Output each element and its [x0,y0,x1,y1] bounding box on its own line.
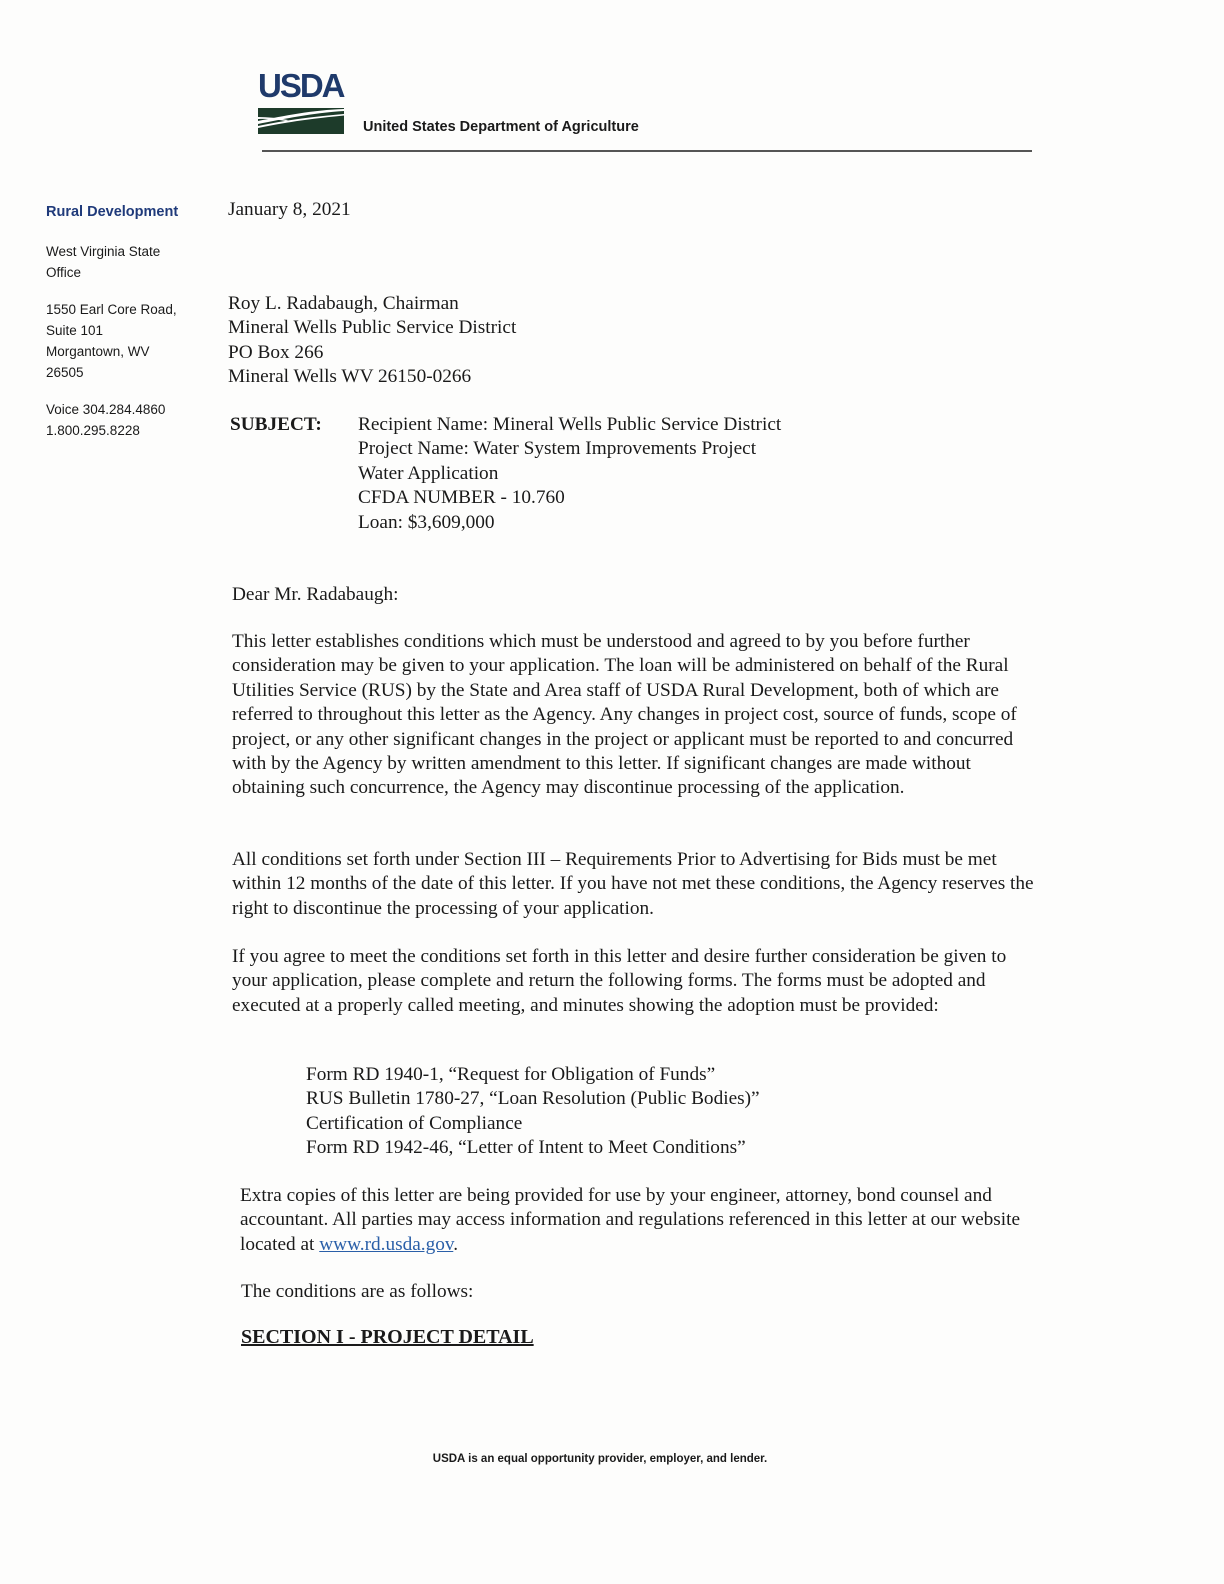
form-item: RUS Bulletin 1780-27, “Loan Resolution (Public Bodies)” [306,1088,760,1110]
forms-list [306,1063,760,1161]
office-line: West Virginia State [46,244,161,259]
phone-line: 1.800.295.8228 [46,423,140,438]
address-line: 26505 [46,365,84,380]
paragraph-extra-copies [240,1184,1050,1257]
form-item: Form RD 1940-1, “Request for Obligation of Funds” [306,1064,716,1085]
salutation: Dear Mr. Radabaugh: [232,584,399,605]
recipient-address [228,292,516,390]
address-line: 1550 Earl Core Road, [46,302,177,317]
phone-line: Voice 304.284.4860 [46,402,166,417]
agency-name: United States Department of Agriculture [363,119,639,135]
paragraph-conditions: This letter establishes conditions which must be understood and agreed to by you before further consideration may be given to your application. The loan will be administered on behalf of the Rural Utilities Service (RUS) by the State and Area staff of USDA Rural Development, both of which are referred to throughout this letter as the Agency. Any changes in project cost, source of funds, scope of project, or any other significant changes in the project or applicant must be reported to and concurred with by the Agency by written amendment to this letter. If significant changes are made without obtaining such concurrence, the Agency may discontinue processing of the application. [232,631,1017,799]
recipient-line: Mineral Wells WV 26150-0266 [228,366,472,388]
subject-line: Loan: $3,609,000 [358,511,495,533]
paragraph-conditions-intro: The conditions are as follows: [241,1281,474,1302]
subject-line: Water Application [358,462,499,484]
footer-equal-opportunity: USDA is an equal opportunity provider, employer, and lender. [432,1453,768,1465]
usda-logo-field-icon [258,108,344,134]
sidebar-office-info [46,202,216,457]
division-name: Rural Development [46,204,179,220]
recipient-line: Mineral Wells Public Service District [228,317,517,339]
paragraph-text: . [453,1233,459,1255]
website-link[interactable]: www.rd.usda.gov [319,1233,454,1255]
subject-line: CFDA NUMBER - 10.760 [358,487,565,509]
usda-logo [258,67,344,136]
form-item: Certification of Compliance [306,1112,523,1134]
address-line: Suite 101 [46,323,104,338]
recipient-line: Roy L. Radabaugh, Chairman [228,293,459,314]
office-line: Office [46,265,82,280]
section-heading: SECTION I - PROJECT DETAIL [241,1326,534,1348]
header-divider [262,150,1032,152]
office-phones [46,399,216,441]
subject-label: SUBJECT: [230,414,322,435]
usda-logo-text: USDA [258,67,344,104]
address-line: Morgantown, WV [46,344,150,359]
office-address [46,299,216,383]
subject-line: Project Name: Water System Improvements Project [358,438,757,460]
paragraph-forms-request: If you agree to meet the conditions set forth in this letter and desire further consideration be given to your application, please complete and return the following forms. The forms must be adopted and executed at a properly called meeting, and minutes showing the adoption must be provided: [232,946,1007,1016]
paragraph-text: Extra copies of this letter are being provided for use by your engineer, attorney, bond counsel and accountant. All parties may access information and regulations referenced in this letter at our website located at [240,1185,1021,1255]
recipient-line: PO Box 266 [228,341,324,363]
subject-line: Recipient Name: Mineral Wells Public Service District [358,414,782,435]
paragraph-section-iii: All conditions set forth under Section III – Requirements Prior to Advertising for Bids must be met within 12 months of the date of this letter. If you have not met these conditions, the Agency reserves the right to discontinue the processing of your application. [232,849,1034,919]
form-item: Form RD 1942-46, “Letter of Intent to Meet Conditions” [306,1137,746,1159]
letter-date: January 8, 2021 [228,199,351,220]
office-name [46,241,216,283]
subject-block [358,413,781,535]
